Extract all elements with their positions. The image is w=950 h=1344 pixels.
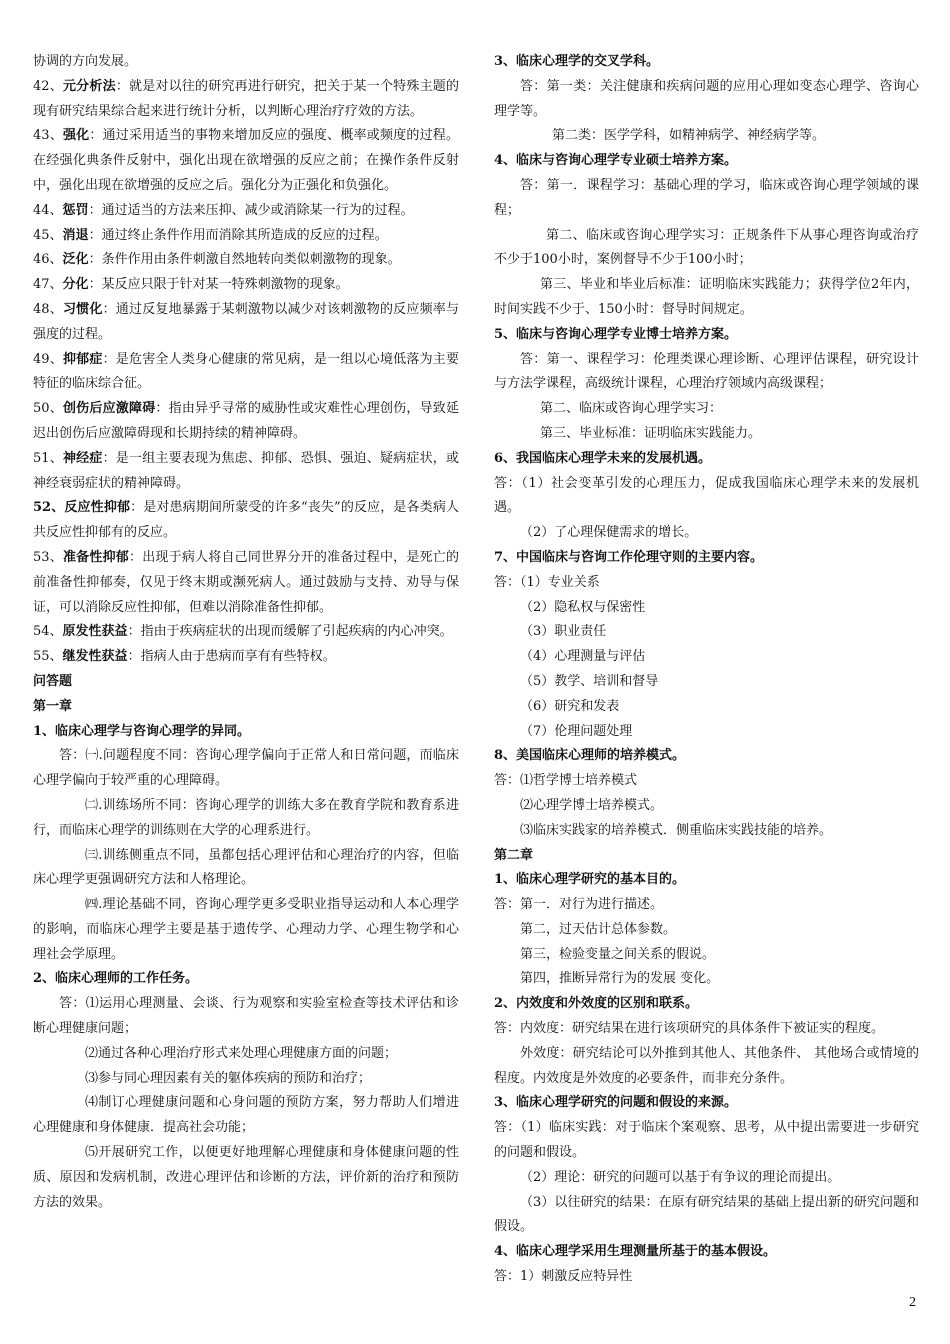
answer-paragraph: 答：⑴运用心理测量、会谈、行为观察和实验室检查等技术评估和诊断心理健康问题； <box>33 996 459 1037</box>
question-heading: 3、临床心理学的交叉学科。 <box>494 54 660 69</box>
answer-paragraph: ⑵通过各种心理治疗形式来处理心理健康方面的问题； <box>85 1045 398 1061</box>
term-number: 46、 <box>33 252 63 268</box>
term-title: 习惯化 <box>62 301 103 317</box>
question-heading: 7、中国临床与咨询工作伦理守则的主要内容。 <box>494 549 764 565</box>
answer-line: 答：第一．对行为进行描述。 <box>494 897 664 913</box>
list-item: （3）职业责任 <box>520 624 607 640</box>
term-48 <box>33 298 459 348</box>
term-title: 继发性获益 <box>62 649 128 665</box>
question-heading: 4、临床与咨询心理学专业硕士培养方案。 <box>494 153 738 169</box>
answer-paragraph: 答：（1）社会变革引发的心理压力，促成我国临床心理学未来的发展机遇。 <box>494 475 919 516</box>
term-number: 42、 <box>33 78 63 94</box>
term-title: 创伤后应激障碍 <box>62 401 156 417</box>
term-number: 51、 <box>33 450 63 466</box>
term-number: 47、 <box>33 277 63 293</box>
answer-paragraph: ㈡.训练场所不同：咨询心理学的训练大多在教育学院和教育系进行，而临床心理学的训练则在大学的心理系进行。 <box>33 797 459 838</box>
page-number: 2 <box>909 1295 916 1310</box>
answer-paragraph: （3）以往研究的结果：在原有研究结果的基础上提出新的研究问题和假设。 <box>494 1194 919 1235</box>
answer-paragraph: 答：第一类：关注健康和疾病问题的应用心理如变态心理学、咨询心理学等。 <box>494 78 919 119</box>
term-53 <box>33 546 459 620</box>
term-number: 53、 <box>33 549 63 565</box>
term-definition: ：是对患病期间所蒙受的许多“丧失”的反应，是各类病人共反应性抑郁有的反应。 <box>33 500 459 541</box>
term-definition: ：指由于疾病症状的出现而缓解了引起疾病的内心冲突。 <box>127 624 453 640</box>
term-46 <box>33 248 459 273</box>
term-title: 惩罚 <box>62 202 89 218</box>
term-title: 反应性抑郁 <box>64 500 131 516</box>
list-item: （5）教学、培训和督导 <box>520 673 659 689</box>
term-45 <box>33 224 459 249</box>
right-column <box>494 50 919 1290</box>
answer-line: 答：（1）专业关系 <box>494 574 600 590</box>
left-column <box>33 50 459 1215</box>
term-definition: ：条件作用由条件刺激自然地转向类似刺激物的现象。 <box>88 252 401 268</box>
list-item: （2）隐私权与保密性 <box>520 599 646 615</box>
answer-line: 第三、毕业标准：证明临床实践能力。 <box>540 425 762 441</box>
term-title: 元分析法 <box>62 78 116 94</box>
question-heading: 1、临床心理学研究的基本目的。 <box>494 872 686 888</box>
term-47 <box>33 273 459 298</box>
question-heading: 2、临床心理师的工作任务。 <box>33 971 199 987</box>
answer-paragraph: 第二、临床或咨询心理学实习：正规条件下从事心理咨询或治疗不少于100小时，案例督导不少于100小时； <box>494 227 919 268</box>
term-definition: ：指由异乎寻常的威胁性或灾难性心理创伤，导致延迟出创伤后应激障碍现和长期持续的精神障碍。 <box>33 401 459 441</box>
answer-paragraph: （2）理论：研究的问题可以基于有争议的理论而提出。 <box>520 1169 841 1185</box>
term-number: 55、 <box>33 649 63 665</box>
question-heading: 4、临床心理学采用生理测量所基于的基本假设。 <box>494 1244 777 1260</box>
question-heading: 2、内效度和外效度的区别和联系。 <box>494 996 699 1012</box>
answer-paragraph: 答：㈠.问题程度不同：咨询心理学偏向于正常人和日常问题，而临床心理学偏向于较严重的心理障碍。 <box>33 748 459 789</box>
answer-paragraph: ㈣.理论基础不同，咨询心理学更多受职业指导运动和人本心理学的影响，而临床心理学主要是基于遗传学、心理动力学、心理生物学和心理社会学原理。 <box>33 897 459 962</box>
term-definition: ：就是对以往的研究再进行研究，把关于某一个特殊主题的现有研究结果综合起来进行统计分析，以判断心理治疗疗效的方法。 <box>33 78 459 119</box>
list-item: ⑵心理学博士培养模式。 <box>520 797 664 813</box>
list-item: （6）研究和发表 <box>520 698 620 714</box>
question-heading: 5、临床与咨询心理学专业博士培养方案。 <box>494 326 738 342</box>
answer-line: 答：⑴哲学博士培养模式 <box>494 773 638 789</box>
answer-line: 答：1）刺激反应特异性 <box>494 1269 633 1285</box>
list-item: （7）伦理问题处理 <box>520 723 633 739</box>
answer-paragraph: ⑶参与同心理因素有关的躯体疾病的预防和治疗； <box>85 1070 372 1086</box>
term-number: 52、 <box>33 500 65 516</box>
answer-paragraph: 答：内效度：研究结果在进行该项研究的具体条件下被证实的程度。 <box>494 1021 885 1037</box>
answer-line: 第二、临床或咨询心理学实习： <box>540 401 723 417</box>
term-49 <box>33 348 459 398</box>
answer-paragraph: 第三、毕业和毕业后标准：证明临床实践能力；获得学位2年内，时间实践不少于、150小时：督导时间规定。 <box>494 277 919 317</box>
answer-paragraph: ㈢.训练侧重点不同，虽都包括心理评估和心理治疗的内容，但临床心理学更强调研究方法和人格理论。 <box>33 847 459 888</box>
term-title: 准备性抑郁 <box>62 549 130 565</box>
term-title: 泛化 <box>62 252 89 268</box>
answer-paragraph: 答：第一．课程学习：基础心理的学习，临床或咨询心理学领域的课程； <box>494 177 919 218</box>
chapter-heading: 第二章 <box>494 847 534 863</box>
term-definition: ：通过终止条件作用而消除其所造成的反应的过程。 <box>88 227 388 243</box>
list-item: ⑶临床实践家的培养模式．侧重临床实践技能的培养。 <box>520 822 833 838</box>
term-54 <box>33 620 459 645</box>
term-title: 消退 <box>62 227 89 243</box>
text-line: 协调的方向发展。 <box>33 54 138 69</box>
term-title: 抑郁症 <box>62 351 103 367</box>
term-definition: ：通过适当的方法来压抑、减少或消除某一行为的过程。 <box>88 202 414 218</box>
question-heading: 3、临床心理学研究的问题和假设的来源。 <box>494 1095 738 1111</box>
term-definition: ：是一组主要表现为焦虑、抑郁、恐惧、强迫、疑病症状，或神经衰弱症状的精神障碍。 <box>33 450 459 491</box>
term-number: 54、 <box>33 624 63 640</box>
term-number: 49、 <box>33 351 63 367</box>
term-definition: ：通过采用适当的事物来增加反应的强度、概率或频度的过程。在经强化典条件反射中，强化出现在欲增强的反应之前；在操作条件反射中，强化出现在欲增强的反应之后。强化分为正强化和负强化。 <box>33 128 459 193</box>
term-number: 45、 <box>33 227 63 243</box>
term-title: 原发性获益 <box>62 624 128 640</box>
question-heading: 6、我国临床心理学未来的发展机遇。 <box>494 450 712 466</box>
term-title: 分化 <box>62 277 89 293</box>
answer-paragraph: ⑷制订心理健康问题和心身问题的预防方案，努力帮助人们增进心理健康和身体健康．提高社会功能； <box>33 1095 459 1136</box>
term-definition: ：指病人由于患病而享有有些特权。 <box>127 649 336 665</box>
list-item: （4）心理测量与评估 <box>520 649 646 665</box>
term-definition: ：通过反复地暴露于某刺激物以减少对该刺激物的反应频率与强度的过程。 <box>33 301 459 342</box>
term-definition: ：某反应只限于针对某一特殊刺激物的现象。 <box>88 277 349 293</box>
term-definition: ：是危害全人类身心健康的常见病，是一组以心境低落为主要特征的临床综合征。 <box>33 351 459 392</box>
term-52 <box>33 496 459 546</box>
section-heading: 问答题 <box>33 673 73 689</box>
term-number: 44、 <box>33 202 63 218</box>
term-number: 50、 <box>33 401 63 417</box>
term-51 <box>33 447 459 497</box>
answer-paragraph: 答：（1）临床实践：对于临床个案观察、思考，从中提出需要进一步研究的问题和假设。 <box>494 1120 919 1161</box>
term-definition: ：出现于病人将自己同世界分开的准备过程中，是死亡的前准备性抑郁奏，仅见于终末期或濒死病人。通过鼓励与支持、劝导与保证，可以消除反应性抑郁，但难以消除准备性抑郁。 <box>33 549 459 615</box>
term-number: 43、 <box>33 128 63 144</box>
term-44 <box>33 199 459 224</box>
question-heading: 1、临床心理学与咨询心理学的异同。 <box>33 723 251 739</box>
answer-line: 第二类：医学学科，如精神病学、神经病学等。 <box>552 128 826 144</box>
answer-paragraph: 外效度：研究结论可以外推到其他人、其他条件、 其他场合或情境的程度。内效度是外效度的必要条件，而非充分条件。 <box>494 1045 919 1086</box>
question-heading: 8、美国临床心理师的培养模式。 <box>494 748 686 764</box>
list-item: 第二，过天估计总体参数。 <box>520 921 677 937</box>
list-item: 第三，检验变量之间关系的假说。 <box>520 946 716 962</box>
term-number: 48、 <box>33 301 63 317</box>
list-item: 第四，推断异常行为的发展 变化。 <box>520 971 720 987</box>
term-50 <box>33 397 459 447</box>
answer-paragraph: ⑸开展研究工作，以便更好地理解心理健康和身体健康问题的性质、原因和发病机制，改进心理评估和诊断的方法，评价新的治疗和预防方法的效果。 <box>33 1145 459 1210</box>
answer-line: （2）了心理保健需求的增长。 <box>520 525 698 541</box>
term-title: 强化 <box>62 128 90 144</box>
term-42 <box>33 75 459 125</box>
term-43 <box>33 124 459 198</box>
chapter-heading: 第一章 <box>33 698 73 714</box>
term-title: 神经症 <box>62 450 103 466</box>
term-55 <box>33 645 459 670</box>
answer-paragraph: 答：第一、课程学习：伦理类课心理诊断、心理评估课程，研究设计与方法学课程，高级统计课程，心理治疗领域内高级课程； <box>494 351 919 392</box>
